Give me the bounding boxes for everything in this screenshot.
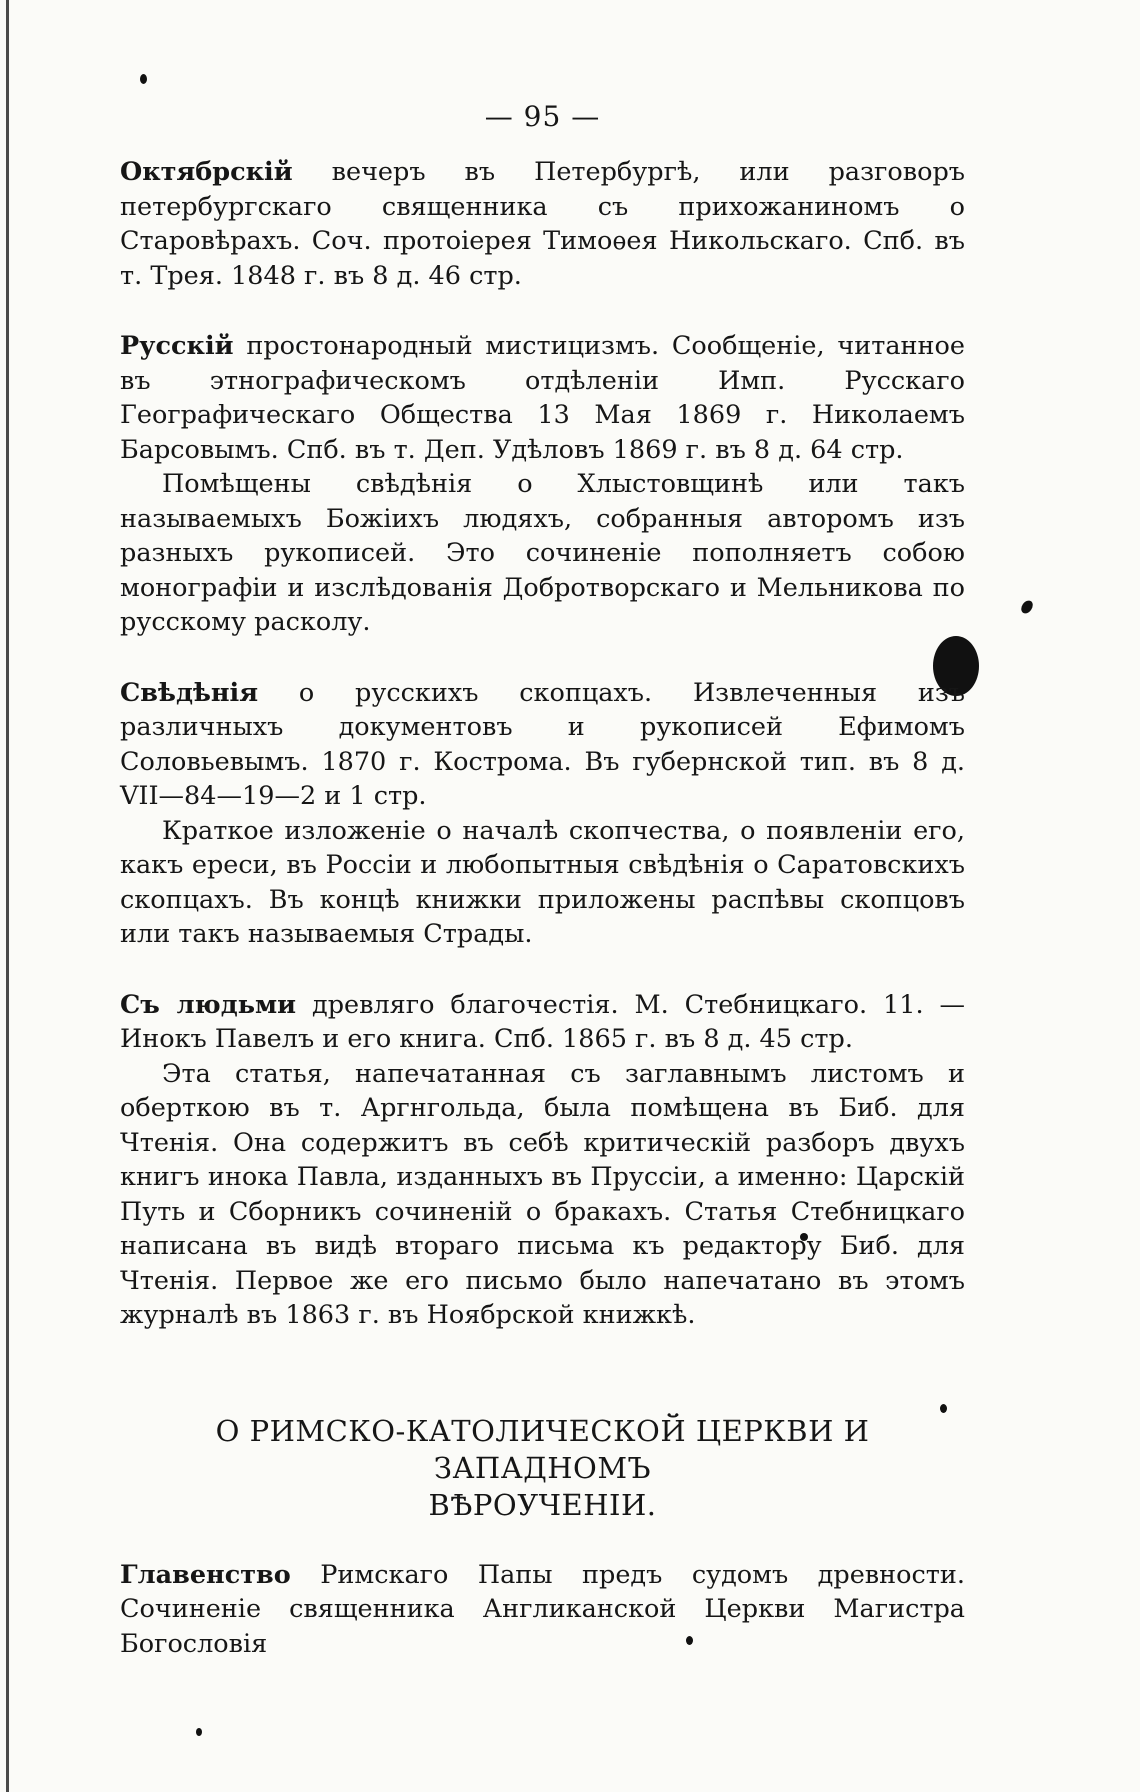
entry-lead-word: Октябрскій [120, 157, 293, 187]
entry-text: древляго благочестія. М. Стебницкаго. 11. — Инокъ Павелъ и его книга. Спб. 1865 г. въ 8 д. 45 стр. [120, 989, 965, 1054]
bibliography-entry [120, 1558, 965, 1662]
entry-citation [120, 676, 965, 814]
entry-lead-word: Свѣдѣнія [120, 677, 259, 708]
section-heading-line: О РИМСКО-КАТОЛИЧЕСКОЙ ЦЕРКВИ И ЗАПАДНОМЪ [215, 1413, 870, 1485]
entry-note: Помѣщены свѣдѣнія о Хлыстовщинѣ или такъ называемыхъ Божіихъ людяхъ, собранныя авторомъ изъ разныхъ рукописей. Это сочиненіе пополняетъ собою монографіи и изслѣдованія Добротворскаго и Мельникова по русскому расколу. [120, 469, 965, 637]
ink-speck [1019, 598, 1035, 615]
page-number: — 95 — [484, 100, 601, 133]
entry-citation [120, 155, 965, 293]
entry-text: простонародный мистицизмъ. Сообщеніе, читанное въ этнографическомъ отдѣленіи Имп. Русскаго Географическаго Общества 13 Мая 1869 г. Николаемъ Барсовымъ. Спб. въ т. Деп. Удѣловъ 1869 г. въ 8 д. 64 стр. [120, 331, 965, 465]
bibliography-entry [120, 988, 965, 1333]
entry-lead-word: Съ людьми [120, 989, 297, 1020]
page-content [120, 100, 965, 1664]
entry-text: вечеръ въ Петербургѣ, или разговоръ петербургскаго священника съ прихожаниномъ о Старовѣрахъ. Соч. протоіерея Тимоѳея Никольскаго. Спб. въ т. Трея. 1848 г. въ 8 д. 46 стр. [120, 157, 965, 291]
entry-text: о русскихъ скопцахъ. Извлеченныя изъ различныхъ документовъ и рукописей Ефимомъ Соловьевымъ. 1870 г. Кострома. Въ губернской тип. въ 8 д. VII—84—19—2 и 1 стр. [120, 677, 965, 811]
entry-lead-word: Главенство [120, 1559, 291, 1590]
bibliography-entry [120, 155, 965, 293]
entry-citation [120, 1558, 965, 1662]
ink-speck [196, 1728, 202, 1736]
entry-citation [120, 988, 965, 1057]
ink-speck [140, 74, 147, 84]
section-heading [120, 1413, 965, 1524]
entry-note: Краткое изложеніе о началѣ скопчества, о появленіи его, какъ ереси, въ Россіи и любопытныя свѣдѣнія о Саратовскихъ скопцахъ. Въ концѣ книжки приложены распѣвы скопцовъ или такъ называемыя Страды. [120, 815, 965, 949]
bibliography-entry [120, 676, 965, 952]
entry-note: Эта статья, напечатанная съ заглавнымъ листомъ и оберткою въ т. Аргнгольда, была помѣщена въ Биб. для Чтенія. Она содержитъ въ себѣ критическій разборъ двухъ книгъ инока Павла, изданныхъ въ Пруссіи, а именно: Царскій Путь и Сборникъ сочиненій о бракахъ. Статья Стебницкаго написана въ видѣ втораго письма къ редактору Биб. для Чтенія. Первое же его письмо было напечатано въ этомъ журналѣ въ 1863 г. въ Ноябрской книжкѣ. [120, 1058, 965, 1330]
entry-text: Римскаго Папы предъ судомъ древности. Сочиненіе священника Англиканской Церкви Магистра Богословія [120, 1559, 965, 1659]
section-heading-line: ВѢРОУЧЕНІИ. [428, 1487, 657, 1522]
bibliography-entry [120, 329, 965, 640]
scan-edge [6, 0, 9, 1792]
entry-citation [120, 329, 965, 467]
entry-lead-word: Русскій [120, 331, 234, 361]
